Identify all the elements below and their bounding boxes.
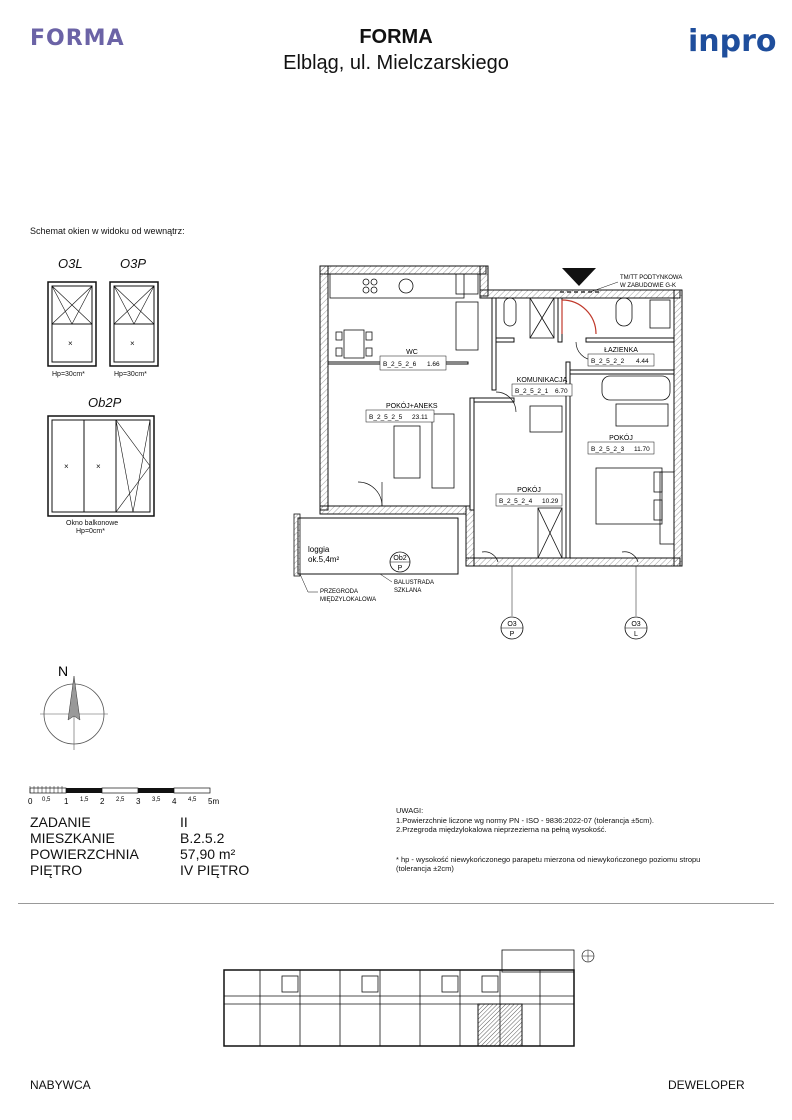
svg-text:×: × — [68, 339, 73, 348]
north-label: N — [58, 663, 69, 679]
window-o3l-diagram — [48, 282, 96, 366]
forma-logo: FORMA — [30, 26, 125, 51]
svg-text:POKÓJ: POKÓJ — [517, 487, 541, 494]
interior-walls — [328, 298, 674, 558]
tm-tt-note-2: W ZABUDOWIE G-K — [620, 283, 676, 289]
sofa — [394, 414, 454, 488]
loggia — [294, 514, 458, 576]
svg-text:WC: WC — [406, 349, 418, 356]
tag-o3l — [625, 617, 647, 639]
svg-text:B_2_5_2_4: B_2_5_2_4 — [499, 498, 533, 505]
svg-text:×: × — [96, 462, 101, 471]
note-1: 1.Powierzchnie liczone wg normy PN - ISO - 9836:2022-07 (tolerancja ±5cm). — [396, 816, 654, 825]
room-label-komunikacja — [512, 377, 572, 396]
zadanie-label: ZADANIE — [30, 814, 91, 830]
svg-text:B_2_5_2_6: B_2_5_2_6 — [383, 361, 417, 368]
svg-text:POKÓJ: POKÓJ — [609, 435, 633, 442]
mieszkanie-value: B.2.5.2 — [180, 830, 225, 846]
svg-text:B_2_5_2_2: B_2_5_2_2 — [591, 358, 625, 365]
svg-text:KOMUNIKACJA: KOMUNIKACJA — [516, 377, 568, 384]
svg-text:O3: O3 — [507, 621, 517, 628]
scale-bar — [26, 784, 236, 808]
entrance-door — [562, 300, 596, 334]
highlighted-apartment — [478, 1004, 522, 1046]
room-label-lazienka — [588, 347, 654, 366]
window-ob2p-note2: Hp=0cm* — [76, 528, 105, 535]
divider — [18, 903, 774, 904]
room-label-wc — [380, 349, 446, 370]
building-key-plan — [220, 946, 600, 1056]
powierzchnia-label: POWIERZCHNIA — [30, 846, 139, 862]
page-subtitle: Elbląg, ul. Mielczarskiego — [283, 52, 509, 74]
windows-o3-drawing — [40, 276, 160, 370]
scale-5: 5m — [208, 797, 220, 806]
windows-schema-title: Schemat okien w widoku od wewnątrz: — [30, 226, 185, 236]
kitchen-counter — [330, 274, 478, 350]
window-o3l-label: O3L — [58, 256, 83, 271]
bed — [596, 468, 674, 544]
svg-text:4.44: 4.44 — [636, 358, 649, 365]
przegroda-note-1: PRZEGRODA — [320, 589, 359, 595]
svg-text:Ob2: Ob2 — [393, 555, 407, 562]
dining-table — [336, 330, 372, 358]
scale-3-5: 3,5 — [152, 797, 161, 803]
svg-text:O3: O3 — [631, 621, 641, 628]
balustrada-note-2: SZKLANA — [394, 588, 422, 594]
scale-0: 0 — [28, 797, 33, 806]
pietro-value: IV PIĘTRO — [180, 862, 250, 878]
svg-text:L: L — [634, 631, 638, 638]
svg-text:23.11: 23.11 — [412, 414, 428, 421]
note-4: (tolerancja ±2cm) — [396, 864, 454, 873]
svg-text:11.70: 11.70 — [634, 446, 650, 453]
window-ob2p-label: Ob2P — [88, 395, 122, 410]
scale-3: 3 — [136, 797, 141, 806]
window-o3l-note: Hp=30cm* — [52, 371, 85, 378]
svg-text:ŁAZIENKA: ŁAZIENKA — [604, 347, 638, 354]
svg-text:loggia: loggia — [308, 545, 330, 554]
svg-text:6.70: 6.70 — [555, 388, 568, 395]
notes-title: UWAGI: — [396, 806, 424, 815]
tm-tt-note-1: TM/TT PODTYNKOWA — [620, 275, 683, 281]
footer-buyer: NABYWCA — [30, 1078, 91, 1092]
room-label-pokoj-24 — [496, 485, 562, 506]
powierzchnia-value: 57,90 m² — [180, 846, 236, 862]
compass — [36, 658, 116, 758]
scale-2: 2 — [100, 797, 105, 806]
window-ob2p-note1: Okno balkonowe — [66, 520, 119, 527]
svg-text:P: P — [397, 565, 403, 572]
svg-text:10.29: 10.29 — [542, 498, 559, 505]
svg-text:P: P — [509, 631, 515, 638]
scale-1-5: 1,5 — [80, 797, 89, 803]
przegroda-note-2: MIĘDZYLOKALOWA — [320, 597, 377, 603]
wc-fixtures — [504, 298, 554, 338]
balustrada-note-1: BALUSTRADA — [394, 580, 435, 586]
scale-4-5: 4,5 — [188, 797, 197, 803]
svg-text:×: × — [64, 462, 69, 471]
window-ob2p-diagram — [40, 412, 160, 520]
tag-o3p — [501, 617, 523, 639]
scale-4: 4 — [172, 797, 177, 806]
note-3: * hp - wysokość niewykończonego parapetu mierzona od niewykończonego poziomu stropu — [396, 855, 701, 864]
footer-developer: DEWELOPER — [668, 1078, 745, 1092]
tag-ob2p — [390, 552, 410, 572]
svg-text:ok.5,4m²: ok.5,4m² — [308, 555, 340, 564]
svg-text:×: × — [130, 339, 135, 348]
note-2: 2.Przegroda międzylokalowa nieprzezierna na pełną wysokość. — [396, 825, 607, 834]
mieszkanie-label: MIESZKANIE — [30, 830, 115, 846]
floor-plan — [290, 262, 710, 642]
page-title: FORMA — [359, 26, 433, 48]
balustrada-leader — [380, 574, 392, 582]
pietro-label: PIĘTRO — [30, 862, 83, 878]
scale-2-5: 2,5 — [116, 797, 125, 803]
svg-text:B_2_5_2_5: B_2_5_2_5 — [369, 414, 403, 421]
scale-1: 1 — [64, 797, 69, 806]
key-plan-compass-icon — [582, 950, 594, 962]
scale-0-5: 0,5 — [42, 797, 51, 803]
window-o3p-diagram — [110, 282, 158, 366]
window-o3p-label: O3P — [120, 256, 147, 271]
svg-text:B_2_5_2_3: B_2_5_2_3 — [591, 446, 625, 453]
north-arrow-icon — [68, 676, 80, 720]
room-label-pokoj-aneks — [366, 401, 438, 422]
svg-text:POKÓJ+ANEKS: POKÓJ+ANEKS — [386, 403, 438, 410]
inpro-logo: inpro — [688, 24, 777, 59]
wardrobes — [530, 406, 562, 558]
entrance-marker — [562, 268, 596, 286]
przegroda-leader — [300, 574, 318, 592]
window-o3p-note: Hp=30cm* — [114, 371, 147, 378]
room-label-pokoj-23 — [588, 433, 654, 454]
svg-text:B_2_5_2_1: B_2_5_2_1 — [515, 388, 549, 395]
svg-text:1.66: 1.66 — [427, 361, 440, 368]
zadanie-value: II — [180, 814, 188, 830]
